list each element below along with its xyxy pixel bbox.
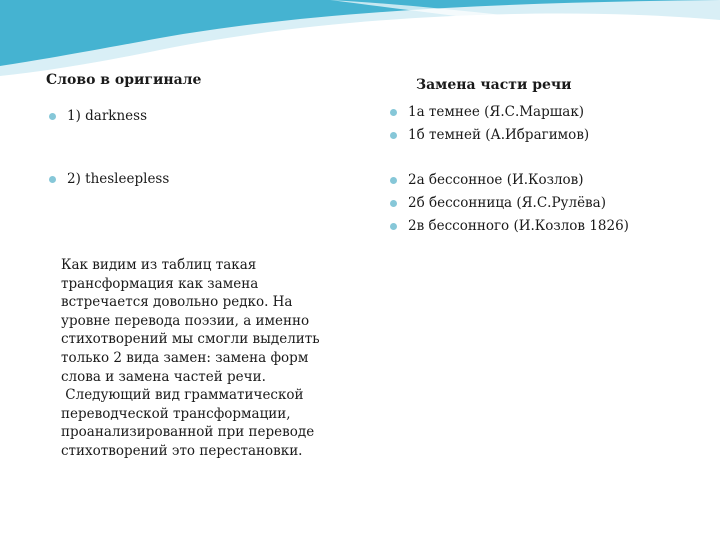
- left-item-text: 1) darkness: [67, 108, 148, 124]
- right-list-item: [390, 172, 584, 188]
- right-item-text: 2в бессонного (И.Козлов 1826): [408, 218, 629, 234]
- right-item-text: 2б бессонница (Я.С.Рулёва): [408, 195, 606, 211]
- bullet-icon: [49, 113, 56, 120]
- left-list-item: [49, 108, 147, 124]
- left-column-heading: Слово в оригинале: [46, 72, 202, 88]
- right-list-item: [390, 127, 589, 143]
- right-list-item: [390, 104, 584, 120]
- bullet-icon: [390, 132, 397, 139]
- conclusion-text: [61, 256, 346, 461]
- paragraph-1: Как видим из таблиц такая трансформация как замена встречается довольно редко. На уровне перевода поэзии, а именно стихотворений мы смогли выделить только 2 вида замен: замена форм слова и замена частей речи.: [61, 257, 320, 385]
- paragraph-2: Следующий вид грамматической переводческой трансформации, проанализированной при переводе стихотворений это перестановки.: [61, 387, 315, 459]
- right-list-item: [390, 195, 606, 211]
- bullet-icon: [390, 200, 397, 207]
- left-item-text: 2) thesleepless: [67, 171, 170, 187]
- bullet-icon: [390, 177, 397, 184]
- right-item-text: 1б темней (А.Ибрагимов): [408, 127, 590, 143]
- bullet-icon: [49, 176, 56, 183]
- bullet-icon: [390, 223, 397, 230]
- bullet-icon: [390, 109, 397, 116]
- right-item-text: 2а бессонное (И.Козлов): [408, 172, 584, 188]
- right-item-text: 1а темнее (Я.С.Маршак): [408, 104, 585, 120]
- right-column-heading: Замена части речи: [416, 77, 572, 93]
- right-list-item: [390, 218, 629, 234]
- left-list-item: [49, 171, 169, 187]
